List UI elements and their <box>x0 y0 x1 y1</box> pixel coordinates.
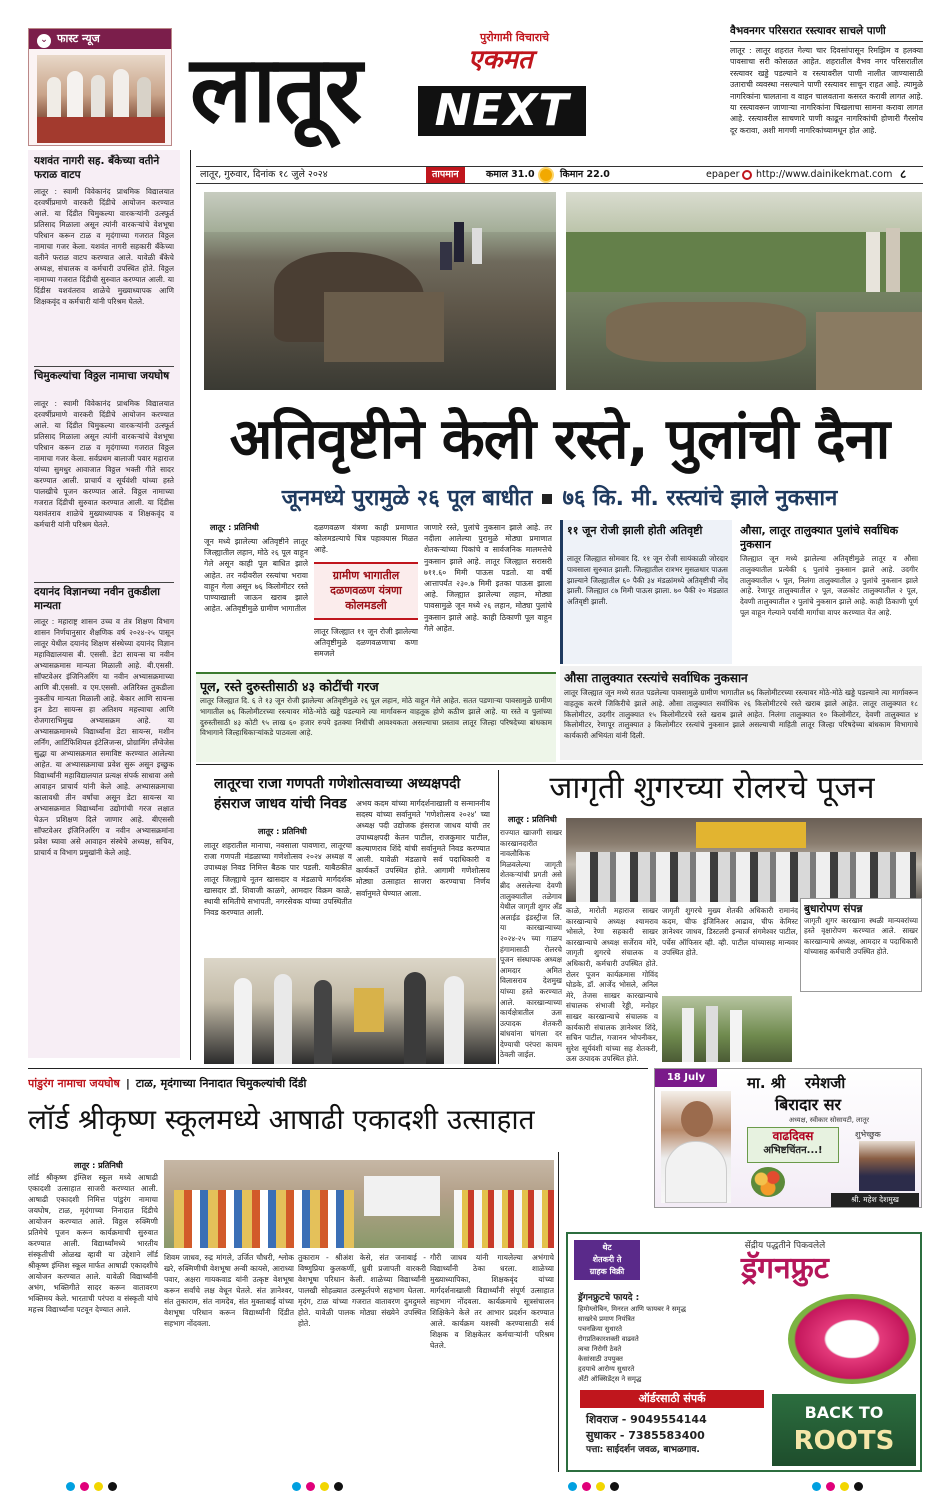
school-kicker-label: पांडुरंग नामाचा जयघोष <box>28 1077 120 1090</box>
ad-tag-top: थेट <box>602 1243 612 1252</box>
weather-story-title: वैभवनगर परिसरात रस्त्यावर साचले पाणी <box>730 24 923 42</box>
ad-order-label: ऑर्डरसाठी संपर्क <box>580 1390 764 1408</box>
fast-news-label-bar <box>29 29 171 49</box>
lead-body-col1: जून मध्ये झालेल्या अतिवृष्टीने लातूर जिल्ह्यातील लहान, मोठे २६ पूल वाहून गेले असून काही पूल बाधित झाले आहेत. तर नदीवरील रस्त्यांचा भरावा वाहून गेला असून ७६ किलोमीटर रस्ते पाण्याखाली जाऊन खराब झाले आहेत. अतिवृष्टीमुळे ग्रामीण भागातील <box>204 537 308 614</box>
ad-benefit: केसांसाठी उपयुक्त <box>578 1355 623 1363</box>
school-body-col3: तुकाराम - श्रीअंश केसे, संत जनाबाई - विष्णुप्रिया कुलकर्णी, ध्रुवी प्रजापती वारकरी वेशभूषा परिधान केली. शाळेच्या विद्यार्थ्यांनी पालखी सोहळ्यात उत्स्फूर्तपणे सहभाग घेतला. मृदंग, टाळ यांच्या गजरात वातावरण दुमदुमले होते. यावेळी पालक मोठ्या संख्येने उपस्थित होते. <box>298 1253 426 1328</box>
ad-benefit: हिमोग्लोबिन, मिनरल आणि फायबर ने समृद्ध <box>578 1305 686 1313</box>
school-title: लॉर्ड श्रीकृष्ण स्कूलमध्ये आषाढी एकादशी उत्साहात <box>28 1103 535 1136</box>
sugar-body-col3: जागृती शुगरचे मुख्य शेतकी अधिकारी रामानंद कदम, चीफ इंजिनिअर आढाव, चीफ केमिस्ट ज्ञानेश्वर जाधव, डिस्टलरी इन्चार्ज संगमेश्वर पाटील, पर्चेस ऑफिसर व्ही. व्ही. पाटील यांच्यासह मान्यवर उपस्थित होते. <box>662 906 798 958</box>
ad-benefit: साखरेचे प्रमाण नियंत्रित <box>578 1315 635 1323</box>
lead-subhead-a: जूनमध्ये पुरामुळे २६ पूल बाधीत <box>281 486 533 511</box>
school-byline: लातूर : प्रतिनिधी <box>74 1161 123 1170</box>
divider <box>28 1068 648 1069</box>
birthday-wish2: अभिष्टचिंतन...! <box>763 1145 823 1156</box>
birthday-sub: अध्यक्ष, स्वीकार सोसायटी, लातूर <box>788 1116 870 1124</box>
side-box-2 <box>736 520 922 664</box>
ad-benefit: रोगप्रतिकारशक्ती वाढवते <box>578 1335 639 1343</box>
temp-label: तापमान <box>426 167 465 183</box>
ad-benefit: हृदयाचे आरोग्य सुधारते <box>578 1365 635 1373</box>
brand-line1: BACK TO <box>804 1403 884 1422</box>
fast-news-box <box>28 28 172 146</box>
epaper-label: epaper <box>706 169 740 180</box>
school-kicker: पांडुरंग नामाचा जयघोष | टाळ, मृदंगाच्या निनादात चिमुकल्यांची दिंडी <box>28 1077 307 1090</box>
flood-photo-right <box>566 192 922 390</box>
side-box-1 <box>560 520 732 664</box>
repair-strip <box>196 672 556 762</box>
ad-benefits-list <box>578 1304 778 1384</box>
back-to-roots-logo <box>772 1394 916 1466</box>
lead-subhead <box>196 484 923 514</box>
flowers-icon <box>751 1167 785 1197</box>
divider <box>498 770 499 1064</box>
fast-news-photo <box>37 55 165 143</box>
left-story1-body: लातूर : स्वामी विवेकानंद प्राथमिक विद्यालयात दरवर्षीप्रमाणे वारकरी दिंडीचे आयोजन करण्यात आले. या दिंडीत चिमुकल्या वारकऱ्यांनी उत्स्फूर्त प्रतिसाद मिळाला असून त्यांनी वारकऱ्यांचे वेशभूषा परिधान करून टाळ व मृदंगाच्या गजरात विठ्ठल नामाचा गजर केला. यशवंत नागरी सहकारी बँकेच्या वतीने फराळ वाटप करण्यात आले. यावेळी बँकेचे अध्यक्ष, संचालक व कर्मचारी उपस्थित होते. विठ्ठल नामाच्या गजरात दिंडीची सुरुवात करण्यात आली. या दिंडीस यशवंतराव शाळेचे मुख्याध्यापक आणि शिक्षकवृंद व कर्मचारी यांनी परिश्रम घेतले. <box>34 187 174 306</box>
lead-subhead-b: ७६ कि. मी. रस्त्यांचे झाले नुकसान <box>562 486 838 511</box>
lead-body-col3: जाणारे रस्ते, पुलांचे नुकसान झाले आहे. तर नदीला आलेल्या पुरामुळे मोठ्या प्रमाणात शेतकऱ्यांच्या पिकांचे व सार्वजनिक मालमत्तेचे नुकसान झाले आहे. लातूर जिल्ह्यात सरासरी ७११.६० मिमी पाऊस पडतो. या वर्षी आत्तापर्यंत २३०.७ मिमी इतका पाऊस झाला आहे. जिल्ह्यात झालेल्या लहान, मोठ्या पावसामुळे जून मध्ये २६ लहान, मोठ्या पुलांचे नुकसान झाले आहे. काही ठिकाणी पूल वाहून गेले आहेत. <box>424 523 552 633</box>
ad-headline-small: सेंद्रीय पद्धतीने पिकवलेले <box>744 1241 826 1251</box>
sun-icon <box>540 169 552 181</box>
ad-headline: ड्रॅगनफ्रुट <box>741 1251 829 1286</box>
flood-photo-left <box>204 192 556 390</box>
ad-address: पत्ता: साईदर्शन जवळ, बाभळगाव. <box>586 1445 700 1455</box>
sugar-title: जागृती शुगरच्या रोलरचे पूजन <box>549 770 875 806</box>
chevron-down-icon: ⌄ <box>37 34 51 48</box>
divider <box>558 1152 559 1472</box>
wisher-photo <box>859 1141 915 1191</box>
masthead-next-badge: NEXT <box>418 86 586 136</box>
birthday-wish1: वाढदिवस <box>772 1129 814 1143</box>
date-bar <box>196 166 923 184</box>
brand-logo-ekmat: एकमत <box>468 45 533 75</box>
dateline: लातूर, गुरुवार, दिनांक १८ जुले २०२४ <box>200 169 328 180</box>
tree-planting-photo <box>662 996 792 1062</box>
divider <box>190 150 191 1060</box>
school-body-col4: गौरी जाधव यांनी गायलेल्या अभंगाचे विद्यार्थ्यांनी ठेका धरला. शाळेच्या मुख्याध्यापिका, शिक्षकवृंद यांच्या मार्गदर्शनाखाली विद्यार्थ्यांनी संपूर्ण उत्साहात सहभाग नोंदवला. कार्यक्रमाचे सूत्रसंचालन शिक्षिकेने केले तर आभार प्रदर्शन करण्यात आले. कार्यक्रम यशस्वी करण्यासाठी सर्व शिक्षक व शिक्षकेतर कर्मचाऱ्यांनी परिश्रम घेतले. <box>430 1253 554 1350</box>
temp-max: कमाल 31.0 <box>486 169 535 180</box>
ad-benefits-title: ड्रॅगनफ्रुटचे फायदे : <box>578 1293 640 1303</box>
ganesh-byline: लातूर : प्रतिनिधी <box>258 827 307 836</box>
left-column <box>28 150 180 1058</box>
globe-icon <box>742 170 752 180</box>
ad-tag-mid: शेतकरी ते <box>592 1255 622 1264</box>
ganesh-body-col2: अभय कदम यांच्या मार्गदर्शनाखाली व सन्माननीय सदस्य यांच्या सर्वानुमते 'गणेशोत्सव २०२४' च्या अध्यक्ष पदी उद्योजक हंसराज जाधव यांची तर उपाध्यक्षपदी केतन पाटील, राजकुमार पाटील, कल्याणराव शिंदे यांची सर्वानुमते निवड करण्यात आली. यावेळी मंडळाचे सर्व पदाधिकारी व कार्यकर्ते उपस्थित होते. आगामी गणेशोत्सव मोठ्या उत्साहात साजरा करण्याचा निर्णय सर्वानुमते घेण्यात आला. <box>356 799 490 898</box>
lead-headline: अतिवृष्टीने केली रस्ते, पुलांची दैना <box>229 407 890 472</box>
registration-marks <box>0 1478 945 1498</box>
side-box-2-body: जिल्ह्यात जून मध्ये झालेल्या अतिवृष्टीमुळे लातूर व औसा तालुक्यातील प्रत्येकी ६ पुलांचे नुकसान झाले आहे. उदगीर तालुक्यातील ५ पूल, निलंगा तालुक्यातील ३ पुलांचे नुकसान झाले आहे. रेणापूर तालुक्यातील २ पूल, जळकोट तालुक्यातील २ पूल, देवणी तालुक्यातील २ पुलांचे नुकसान झाले आहे. काही ठिकाणी पूर्ण पूल वाहून गेल्याने पर्यायी मार्गाचा वापर करण्यात येत आहे. <box>740 554 918 617</box>
dragonfruit-ad <box>566 1232 922 1472</box>
lead-body-col2-bottom: लातूर जिल्ह्यात ११ जून रोजी झालेल्या अतिवृष्टीमुळे दळणवळणाचा कणा समजले <box>314 627 418 659</box>
side-box-3-title: औसा तालुक्यात रस्त्यांचे सर्वाधिक नुकसान <box>564 671 748 685</box>
left-story2-title: चिमुकल्यांचा विठ्ठल नामाचा जयघोष <box>34 366 174 396</box>
sugar-box <box>800 898 922 992</box>
birthday-prefix: मा. श्री <box>747 1074 786 1092</box>
sugar-body-col1: राज्यात खाजगी साखर कारखानदारीत नावलौकिक मिळवलेल्या जागृती शेतकऱ्यांची प्रगती असे ब्रीद असलेल्या देवणी तालुक्यातील तळेगाव येथील जागृती शुगर अँड अलाईड इंडस्ट्रीज लि. या कारखान्याच्या २०२४-२५ च्या गाळप हंगामासाठी रोलरचे पूजन संस्थापक अध्यक्ष आमदार अमित विलासराव देशमुख यांच्या हस्ते करण्यात आले. कारखान्याच्या कार्यक्षेत्रातील ऊस उत्पादक शेतकरी बांधवांना चांगला दर देण्याची परंपरा कायम ठेवली जाईल. <box>500 828 562 1060</box>
website-url[interactable]: http://www.dainikekmat.com <box>756 169 893 180</box>
school-body-col1: लॉर्ड श्रीकृष्ण इंग्लिश स्कूल मध्ये आषाढी एकादशी उत्साहात साजरी करण्यात आली. आषाढी एकादशी निमित्त पांडुरंग नामाचा जयघोष, टाळ, मृदंगाच्या निनादात दिंडीचे आयोजन करण्यात आले. विठ्ठल रुक्मिणी प्रतिमेचे पूजन करून कार्यक्रमाची सुरुवात करण्यात आली. विद्यार्थ्यांमध्ये भारतीय संस्कृतीची ओळख व्हावी या उद्देशाने लॉर्ड श्रीकृष्ण इंग्लिश स्कूल मार्फत आषाढी एकादशीचे आयोजन करण्यात आले. यावेळी विद्यार्थ्यांनी अभंग, भक्तिगीते सादर करून वातावरण भक्तिमय केले. भारताची परंपरा व संस्कृती यांचे महत्त्व विद्यार्थ्यांना पटवून देण्यात आले. <box>28 1173 158 1314</box>
birthday-signer: श्री. महेश देशमुख <box>831 1193 919 1207</box>
ad-phone-2: सुधाकर - 7385583400 <box>586 1429 705 1442</box>
school-body-col2: शिवम जाधव, रुद्र मांगले, उर्जित चौधरी, श्लोक खरे, रुक्मिणीची वेशभूषा अन्वी कायसे, आराध्या पवार, अक्षरा गायकवाड यांनी उत्कृष्ट वेशभूषा करून सर्वांचे लक्ष वेधून घेतले. संत ज्ञानेश्वर, संत तुकाराम, संत नामदेव, संत मुक्ताबाई यांच्या वेशभूषा परिधान करून विद्यार्थ्यांनी दिंडीत सहभाग नोंदवला. <box>164 1253 294 1328</box>
dragonfruit-icon <box>788 1294 916 1384</box>
ad-tag <box>574 1240 640 1280</box>
side-box-3 <box>560 666 922 760</box>
lead-box <box>314 562 418 620</box>
side-box-2-title: औसा, लातूर तालुक्यात पुलांचे सर्वाधिक नुकसान <box>740 524 899 551</box>
birthday-wish-box <box>747 1127 839 1163</box>
left-story1-title: यशवंत नागरी सह. बँकेच्या वतीने फराळ वाटप <box>34 155 160 181</box>
birthday-portrait <box>661 1091 731 1203</box>
birthday-date: 18 July <box>655 1069 717 1087</box>
ad-benefit: त्वचा निरोगी ठेवते <box>578 1345 622 1353</box>
left-story2-body: लातूर : स्वामी विवेकानंद प्राथमिक विद्यालयात दरवर्षीप्रमाणे वारकरी दिंडीचे आयोजन करण्यात आले. या दिंडीत चिमुकल्या वारकऱ्यांनी उत्स्फूर्त प्रतिसाद मिळाला असून त्यांनी वारकऱ्यांचे वेशभूषा परिधान करून टाळ व मृदंगाच्या गजरात विठ्ठल नामाचा गजर केला. सर्वप्रथम बालाजी पवार महाराज यांच्या सुमधुर आवाजात विठ्ठल भक्ती गीते सादर करण्यात आली. प्राचार्य व सूर्यवंशी यांच्या हस्ते पालखीचे पूजन करण्यात आले. विठ्ठल नामाच्या गजरात दिंडीची सुरुवात करण्यात आली. या दिंडीस यशवंतराव शाळेचे मुख्याध्यापक व शिक्षकवृंद व कर्मचारी यांनी परिश्रम घेतले. <box>34 399 174 529</box>
temp-min: किमान 22.0 <box>560 169 610 180</box>
lead-body-col2-top: दळणवळण यंत्रणा काही प्रमाणात कोलमडल्याचे चित्र पहावयास मिळत आहे. <box>314 523 418 555</box>
sugar-box-body: जागृती शुगर कारखाना स्थळी मान्यवरांच्या हस्ते वृक्षारोपण करण्यात आले. साखर कारखान्याचे अध्यक्ष, आमदार व पदाधिकारी यांच्यासह कर्मचारी उपस्थित होते. <box>804 916 918 957</box>
weather-story <box>730 24 923 160</box>
side-box-3-body: लातूर जिल्ह्यात जून मध्ये सतत पडलेल्या पावसामुळे ग्रामीण भागातील ७६ किलोमीटरच्या रस्त्यावर मोठे-मोठे खड्डे पडल्याने त्या मार्गावरून वाहतूक करणे जिकिरीचे झाले आहे. औसा तालुक्यात सर्वाधिक २६ किलोमीटरचे रस्ते खराब झाले आहेत. लातूर तालुक्यात १८ किलोमीटर, उदगीर तालुक्यात १५ किलोमीटरचे रस्ते खराब झाले आहेत. निलंगा तालुक्यात १० किलोमीटर, देवणी तालुक्यात ४ किलोमीटर, रेणापूर तालुक्यात ३ किलोमीटर रस्त्यांचे नुकसान झाले असल्याची माहिती लातूर जिल्हा परिषदेच्या बांधकाम विभागाचे कार्यकारी अभियंता यांनी दिली. <box>564 688 918 741</box>
left-story3-title: दयानंद विज्ञानच्या नवीन तुकडीला मान्यता <box>34 582 174 614</box>
ganesh-body-col1: लातूर शहरातील मानाचा, नवसाला पावणारा, लातूरचा राजा गणपती मंडळाच्या गणेशोत्सव २०२४ अध्यक्ष व उपाध्यक्ष निवड निमित्त बैठक पार पडली. याबैठकीत लातूर जिल्ह्याचे नूतन खासदार व मंडळाचे मार्गदर्शक खासदार डॉ. शिवाजी काळगे, आमदार विक्रम काळे, स्थायी समितीचे सभापती, नगरसेवक यांच्या उपस्थितीत निवड करण्यात आली. <box>204 841 352 918</box>
ad-benefit: अँटी ऑक्सिडेंट्स ने समृद्ध <box>578 1375 642 1383</box>
ad-benefit: पचनक्रिया सुधारते <box>578 1325 622 1333</box>
birthday-wisher: शुभेच्छुक <box>855 1130 881 1139</box>
divider <box>196 764 923 765</box>
birthday-name1: रमेशजी <box>805 1074 846 1092</box>
sugar-body-col2: काळे, मारोती महाराज साखर कारखान्याचे अध्यक्ष श्यामराव भोसले, रेणा सहकारी साखर कारखान्याचे अध्यक्ष सर्जेराव मोरे, जागृती शुगरचे संचालक व अधिकारी, कर्मचारी उपस्थित होते. रोलर पूजन कार्यक्रमास गोविंद घोडके, डॉ. आर्जेद भोसले, अनिल मेरे, तेजस साखर कारखान्याचे संचालक संभाजी रेड्डी, मनोहर साखर कारखान्याचे संचालक व कार्यकारी संचालक ज्ञानेश्वर शिंदे, सचिन पाटील, गजानन भोपनीकर, सुरेश सूर्यवंशी यांच्या सह शेतकरी, ऊस उत्पादक उपस्थित होते. <box>566 906 658 1064</box>
repair-strip-title: पूल, रस्ते दुरुस्तीसाठी ४३ कोटींची गरज <box>200 679 379 694</box>
repair-strip-body: लातूर जिल्ह्यात दि. ६ ते १३ जून रोजी झालेल्या अतिवृष्टीमुळे २६ पूल लहान, मोठे वाहून गेले आहेत. सतत पडणाऱ्या पावसामुळे ग्रामीण भागातील ७६ किलोमीटरच्या रस्त्यावर मोठे-मोठे खड्डे पडल्याने त्या मार्गावरून वाहतूक होणे कठीण झाले आहे. या रस्ते व पुलांच्या दुरुस्तीसाठी ४३ कोटी ९५ लाख ६० हजार रुपये इतक्या निधीची आवश्यकता असल्याचा प्रस्ताव लातूर जिल्हा परिषदेच्या बांधकाम विभागाने जिल्हाधिकाऱ्यांकडे पाठवला आहे. <box>200 696 552 738</box>
brand-tagline: पुरोगामी विचाराचे <box>480 31 550 44</box>
lead-byline: लातूर : प्रतिनिधी <box>210 523 259 532</box>
sugar-byline: लातूर : प्रतिनिधी <box>508 815 557 824</box>
masthead-title: लातूर <box>190 36 361 143</box>
ganesh-title: लातूरचा राजा गणपती गणेशोत्सवाच्या अध्यक्षपदी हंसराज जाधव यांची निवड <box>214 776 461 812</box>
square-bullet-icon <box>542 494 552 504</box>
left-story3-body: लातूर : महाराष्ट्र शासन उच्च व तंत्र शिक्षण विभाग शासन निर्णयानुसार शैक्षणिक वर्ष २०२४-२५ पासून लातूर येथील दयानंद शिक्षण संस्थेच्या दयानंद विज्ञान महाविद्यालयास बी. एससी. डेटा सायन्स या नवीन अभ्यासक्रमास मान्यता मिळाली आहे. बी.एससी. सॉफ्टवेअर इंजिनिअरिंग या नवीन अभ्यासक्रमाच्या आणि बी.एससी. व एम.एससी. अतिरिक्त तुकडीला नुकतीच मान्यता मिळाली आहे. बेकार आणि सायन्स इन डेटा सायन्स हा अतिशय महत्त्वाचा आणि रोजगाराभिमुख अभ्यासक्रम आहे. या अभ्यासक्रमामध्ये विद्यार्थ्यांना डेटा सायन्स, मशीन लर्निंग, आर्टिफिशियल इंटेलिजन्स, प्रोग्रामिंग लँग्वेजेस सुद्धा या अभ्यासक्रमात समाविष्ट करण्यात आलेल्या आहेत. या अभ्यासक्रमाचा प्रवेश सुरू असून इच्छुक विद्यार्थ्यांनी महाविद्यालयात प्रत्यक्ष संपर्क साधावा असे आवाहन प्राचार्य यांनी केले आहे. अभ्यासक्रमाचा कालावधी तीन वर्षांचा असून डेटा सायन्स या अभ्यासक्रमात विद्यार्थ्यांना उद्योगांची गरज लक्षात घेऊन प्रशिक्षण दिले जाणार आहे. बीएससी सॉफ्टवेअर इंजिनिअरिंग व नवीन अभ्यासक्रमांना प्रवेश घ्यावा असे आवाहन संस्थेचे अध्यक्ष, सचिव, प्राचार्य व विभाग प्रमुखांनी केले आहे. <box>34 617 174 857</box>
sugar-box-title: बुधारोपण संपन्न <box>804 903 863 915</box>
birthday-ad <box>654 1068 922 1208</box>
school-kicker-rest: टाळ, मृदंगाच्या निनादात चिमुकल्यांची दिंडी <box>135 1077 307 1090</box>
side-box-1-body: लातूर जिल्ह्यात सोमवार दि. ११ जून रोजी सायंकाळी जोरदार पावसाला सुरुवात झाली. जिल्ह्यातील रात्रभर मुसळधार पाऊस झाल्याने जिल्ह्यातील ६० पैकी ३४ मंडळांमध्ये अतिवृष्टीची नोंद झाली. जिल्ह्यात ८७ मिमी पाऊस झाला. ७० पैकी २० मंडळात अतिवृष्टी झाली. <box>567 554 728 607</box>
school-photo <box>164 1160 554 1248</box>
brand-line2: ROOTS <box>793 1426 895 1456</box>
birthday-name2: बिरादार सर <box>775 1095 842 1114</box>
page-number: ८ <box>900 167 907 181</box>
ad-tag-bot: ग्राहक विक्री <box>589 1267 625 1276</box>
sugar-photo <box>566 818 922 902</box>
lead-box-title: ग्रामीण भागातील दळणवळण यंत्रणा कोलमडली <box>330 569 402 612</box>
ganesh-photo <box>204 958 496 1064</box>
ad-phone-1: शिवराज - 9049554144 <box>586 1413 707 1426</box>
fast-news-label: फास्ट न्यूज <box>57 32 100 45</box>
weather-story-body: लातूर : लातूर शहरात गेल्या चार दिवसांपासून रिमझिम व हलक्या पावसाचा सरी कोसळत आहेत. शहरातील वैभव नगर परिसरातील रस्त्यावर खड्डे पडल्याने व रस्त्यावरील पाणी नालीत जाण्यासाठी उताराची व्यवस्था नसल्याने पाणी रस्त्यावर साचून राहत आहे. त्यामुळे नागरिकांना चालताना व वाहन चालवताना कसरत करावी लागत आहे. या रस्त्यावरून जाणाऱ्या नागरिकांना चिखलाचा सामना करावा लागत आहे. रस्त्यावरील साचणारे पाणी काढून नागरिकांची होणारी गैरसोय दूर करावा, अशी मागणी नागरिकांच्यामधून होत आहे. <box>730 46 923 135</box>
side-box-1-title: ११ जून रोजी झाली होती अतिवृष्टी <box>567 524 703 537</box>
